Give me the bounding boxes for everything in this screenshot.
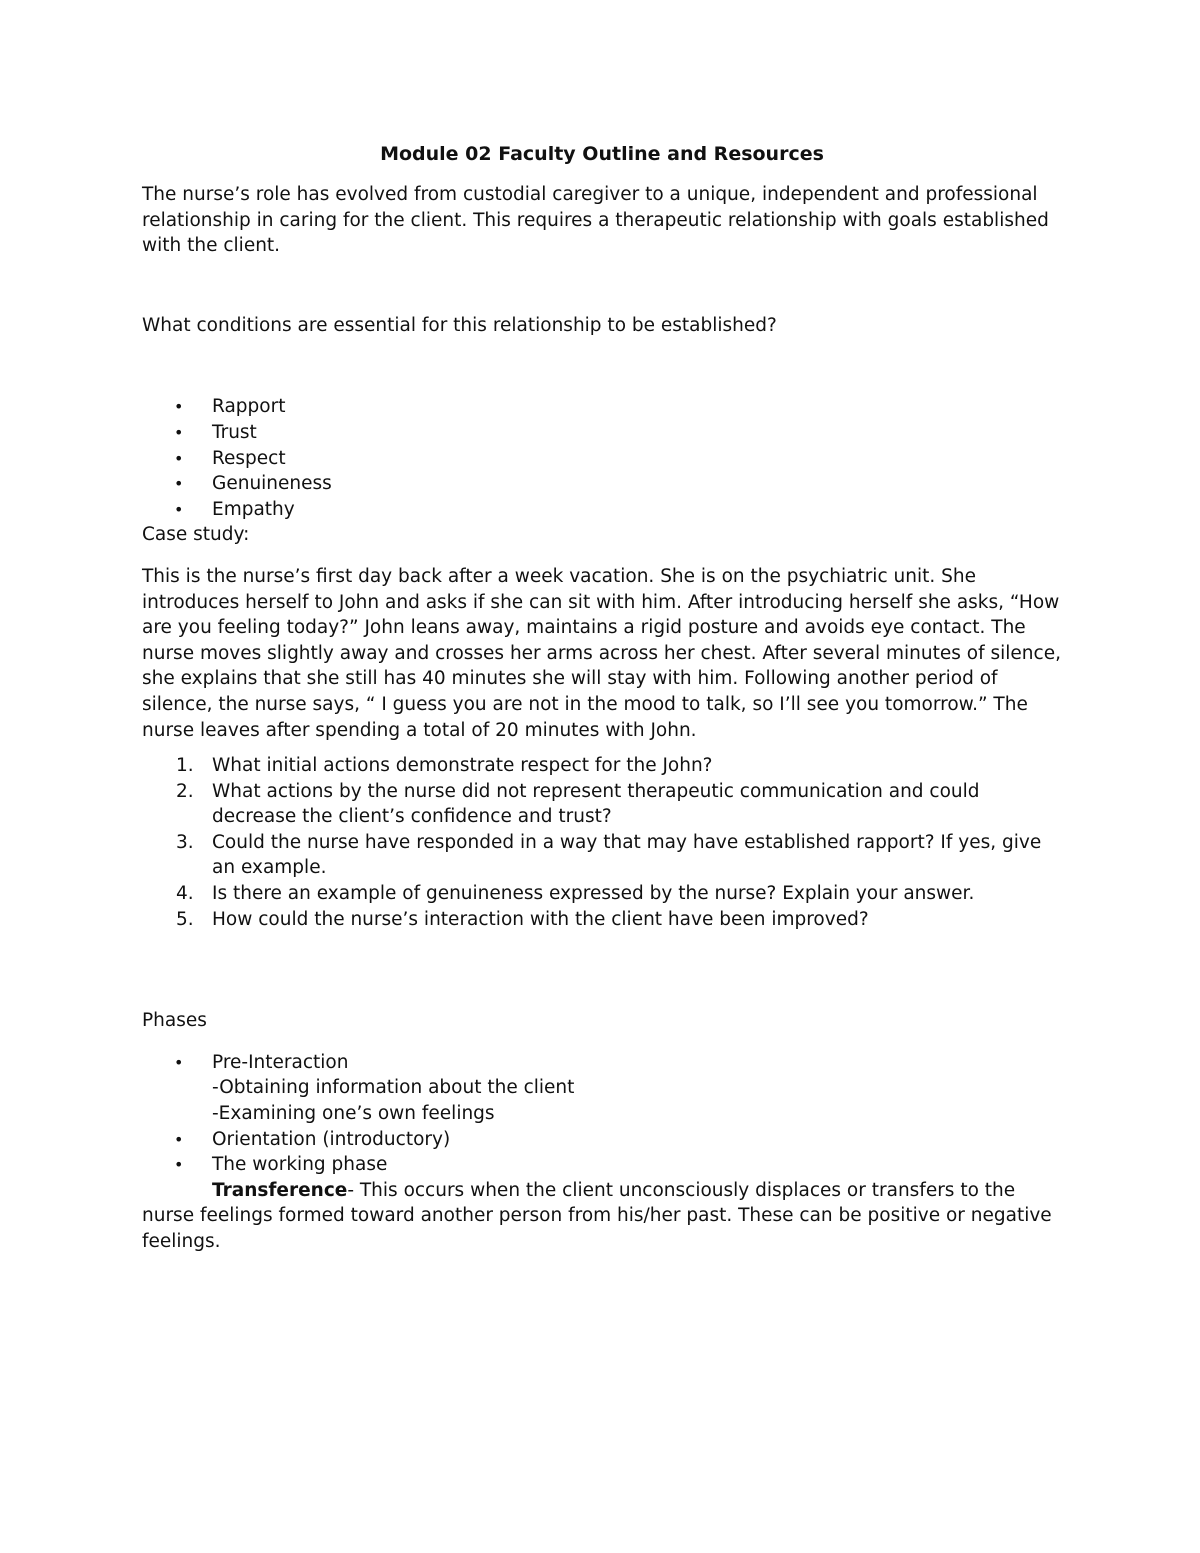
list-item <box>142 1127 1062 1153</box>
bullet-icon: • <box>174 1155 184 1175</box>
list-item: • Genuineness <box>142 471 1062 497</box>
document-page <box>142 140 1062 1255</box>
list-number: 3. <box>176 831 194 853</box>
transference-definition: - This occurs when the client unconsciously displaces or transfers to the nurse feelings formed toward another person from his/her past. These can be positive or negative feelings. <box>142 1179 1052 1252</box>
list-item: • Respect <box>142 446 1062 472</box>
transference-paragraph <box>142 1178 1062 1255</box>
list-number: 2. <box>176 780 194 802</box>
conditions-question: What conditions are essential for this relationship to be established? <box>142 314 777 336</box>
phases-list <box>142 1050 1062 1178</box>
phase-pre-interaction: Pre-Interaction <box>212 1051 349 1073</box>
bullet-icon: • <box>174 422 184 442</box>
list-item <box>142 1050 1062 1127</box>
list-item: • Trust <box>142 420 1062 446</box>
phase-sub-item: -Examining one’s own feelings <box>212 1103 495 1125</box>
list-number: 1. <box>176 755 194 777</box>
list-number: 5. <box>176 908 194 930</box>
transference-term: Transference <box>212 1179 348 1201</box>
list-item: 4. Is there an example of genuineness expressed by the nurse? Explain your answer. <box>142 881 1062 907</box>
bullet-icon: • <box>174 499 184 519</box>
case-study-label: Case study: <box>142 524 250 546</box>
list-number: 4. <box>176 883 194 905</box>
list-item: 1. What initial actions demonstrate respect for the John? <box>142 753 1062 779</box>
case-questions-list <box>142 753 1062 932</box>
bullet-icon: • <box>174 474 184 494</box>
bullet-icon: • <box>174 397 184 417</box>
list-item <box>142 1152 1062 1178</box>
bullet-icon: • <box>174 1129 184 1149</box>
list-item: 3. Could the nurse have responded in a way that may have established rapport? If yes, give an example. <box>176 831 1042 879</box>
conditions-list <box>142 394 1062 522</box>
intro-paragraph: The nurse’s role has evolved from custodial caregiver to a unique, independent and professional relationship in caring for the client. This requires a therapeutic relationship with goals established with the client. <box>142 184 1049 257</box>
phase-sub-item: -Obtaining information about the client <box>212 1077 575 1099</box>
list-item: 5. How could the nurse’s interaction with the client have been improved? <box>142 907 1062 933</box>
case-study-paragraph: This is the nurse’s first day back after a week vacation. She is on the psychiatric unit. She introduces herself to John and asks if she can sit with him. After introducing herself she asks, “How are you feeling today?” John leans away, maintains a rigid posture and avoids eye contact. The nurse moves slightly away and crosses her arms across her chest. After several minutes of silence, she explains that she still has 40 minutes she will stay with him. Following another period of silence, the nurse says, “ I guess you are not in the mood to talk, so I’ll see you tomorrow.” The nurse leaves after spending a total of 20 minutes with John. <box>142 565 1061 741</box>
bullet-icon: • <box>174 448 184 468</box>
bullet-icon: • <box>174 1052 184 1072</box>
list-item: • Rapport <box>142 394 1062 420</box>
phases-label: Phases <box>142 1010 207 1032</box>
list-item: • Empathy <box>142 497 1062 523</box>
phase-orientation: Orientation (introductory) <box>212 1128 451 1150</box>
list-item: 2. What actions by the nurse did not represent therapeutic communication and could decrease the client’s confidence and trust? <box>176 780 980 828</box>
document-title: Module 02 Faculty Outline and Resources <box>380 143 824 165</box>
phase-working: The working phase <box>212 1154 388 1176</box>
